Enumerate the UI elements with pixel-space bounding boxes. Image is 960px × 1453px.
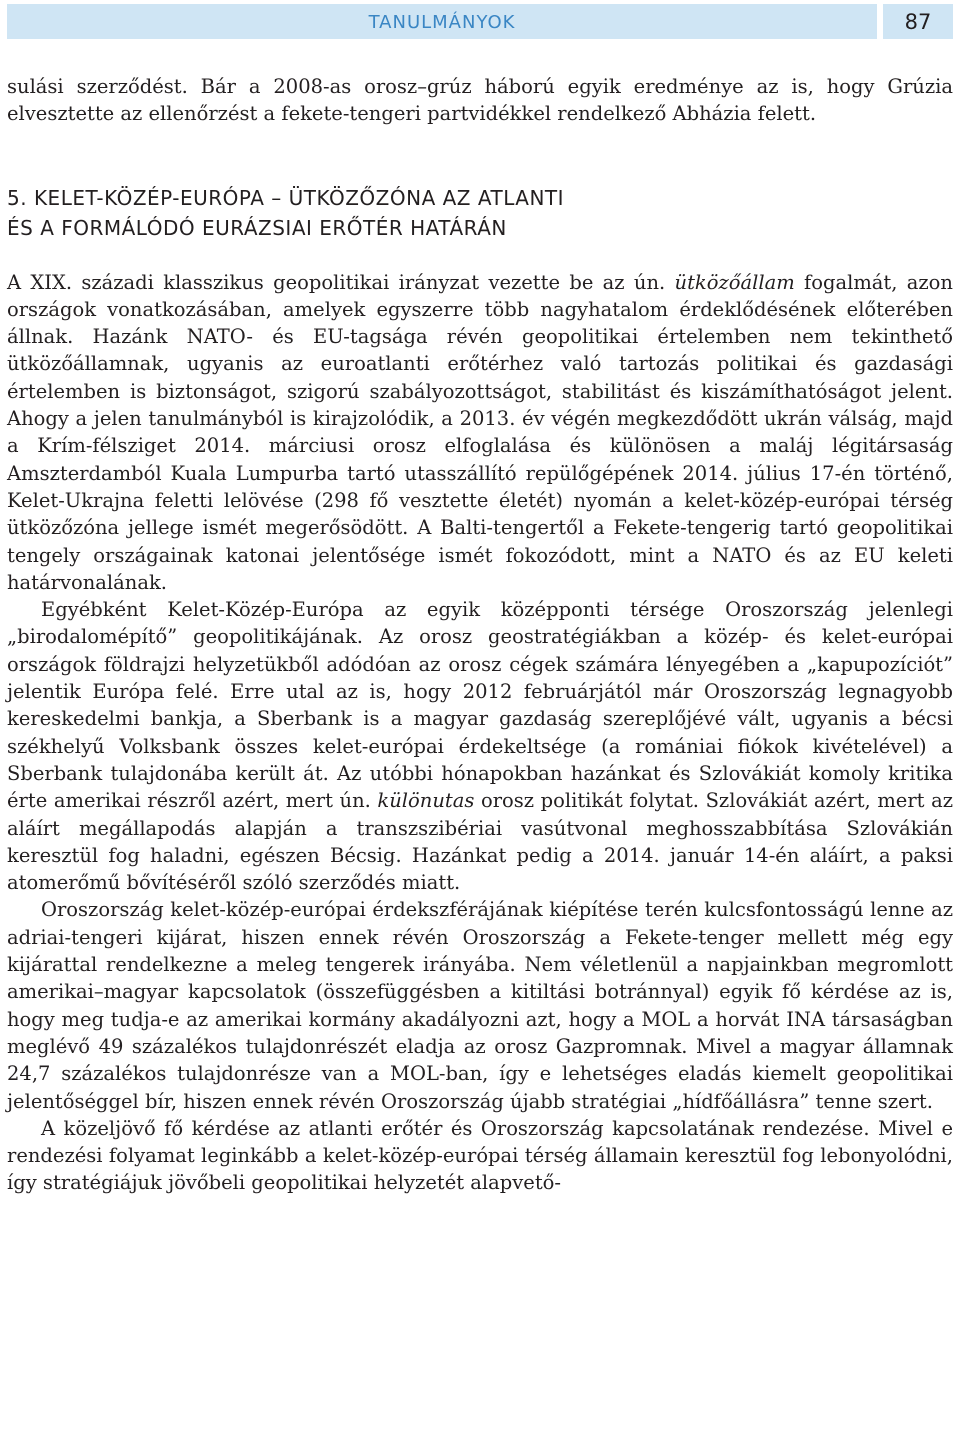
section-heading-line-1: 5. KELET-KÖZÉP-EURÓPA – ÜTKÖZŐZÓNA AZ ATLANTI bbox=[7, 185, 565, 210]
italic-term: különutas bbox=[377, 789, 475, 813]
body-paragraph-4: A közeljövő fő kérdése az atlanti erőtér és Oroszország kapcsolatának rendezése. Mivel e rendezési folyamat leginkább a kelet-közép-európai térség államain keresztül fog lebonyolódni, így stratégiájuk jövőbeli geopolitikai helyzetét alapvető- bbox=[7, 1116, 953, 1195]
section-title-banner: TANULMÁNYOK bbox=[7, 4, 877, 39]
paragraph-text: A XIX. századi klasszikus geopolitikai irányzat vezette be az ún. bbox=[7, 270, 675, 294]
paragraph-text: fogalmát, azon országok vonatkozásában, amelyek egyszerre több nagyhatalom érdeklődésének előterében állnak. Hazánk NATO- és EU-tagsága révén geopolitikai értelemben nem tekinthető ütközőállamnak, ugyanis az euroatlanti erőtérhez való tartozás politikai és gazdasági értelemben is biztonságot, szigorú szabályozottságot, stabilitást és kiszámíthatóságot jelent. Ahogy a jelen tanulmányból is kirajzolódik, a 2013. év végén megkezdődött ukrán válság, majd a Krím-félsziget 2014. márciusi orosz elfoglalása és különösen a maláj légitársaság Amszterdamból Kuala Lumpurba tartó utasszállító repülőgépének 2014. július 17-én történő, Kelet-Ukrajna feletti lelövése (298 fő vesztette életét) nyomán a kelet-közép-európai térség ütközőzóna jellege ismét megerősödött. A Balti-tengertől a Fekete-tengerig tartó geopolitikai tengely országainak katonai jelentősége ismét fokozódott, mint a NATO és az EU keleti határvonalának. bbox=[7, 270, 953, 594]
page-body bbox=[7, 73, 953, 1197]
page-number: 87 bbox=[883, 4, 953, 39]
paragraph-text: orosz politikát folytat. Szlovákiát azért, mert az aláírt megállapodás alapján a transzszibériai vasútvonal meghosszabbítása Szlovákián keresztül fog haladni, egészen Bécsig. Hazánkat pedig a 2014. január 14-én aláírt, a paksi atomerőmű bővítéséről szóló szerződés miatt. bbox=[7, 789, 954, 895]
section-heading-line-2: ÉS A FORMÁLÓDÓ EURÁZSIAI ERŐTÉR HATÁRÁN bbox=[7, 215, 507, 240]
body-paragraph-2 bbox=[7, 596, 953, 896]
italic-term: ütközőállam bbox=[674, 270, 795, 294]
body-paragraph-1 bbox=[7, 269, 953, 597]
body-paragraph-3: Oroszország kelet-közép-európai érdekszférájának kiépítése terén kulcsfontosságú lenne az adriai-tengeri kijárat, hiszen ennek révén Oroszország a Fekete-tenger mellett még egy kijárattal rendelkezne a meleg tengerek irányába. Nem véletlenül a napjainkban megromlott amerikai–magyar kapcsolatok (összefüggésben a kitiltási botránnyal) egyik fő kérdése az is, hogy meg tudja-e az amerikai kormány akadályozni azt, hogy a MOL a horvát INA társaságban meglévő 49 százalékos tulajdonrészét eladja az orosz Gazpromnak. Mivel a magyar államnak 24,7 százalékos tulajdonrésze van a MOL-ban, így e lehetséges eladás kiemelt geopolitikai jelentőséggel bír, hiszen ennek révén Oroszország újabb stratégiai „hídfőállásra” tenne szert. bbox=[7, 898, 953, 1113]
paragraph-text: Egyébként Kelet-Közép-Európa az egyik középponti térsége Oroszország jelenlegi „birodalomépítő” geopolitikájának. Az orosz geostratégiákban a közép- és kelet-európai országok földrajzi helyzetükből adódóan az orosz cégek számára lényegében a „kapupozíciót” jelentik Európa felé. Erre utal az is, hogy 2012 februárjától már Oroszország legnagyobb kereskedelmi bankja, a Sberbank is a magyar gazdaság szereplőjévé vált, ugyanis a bécsi székhelyű Volksbank összes kelet-európai érdekeltsége (a romániai fiókok kivételével) a Sberbank tulajdonába került át. Az utóbbi hónapokban hazánkat és Szlovákiát komoly kritika érte amerikai részről azért, mert ún. bbox=[7, 598, 953, 813]
intro-paragraph: sulási szerződést. Bár a 2008-as orosz–grúz háború egyik eredménye az is, hogy Grúzia elvesztette az ellenőrzést a fekete-tengeri partvidékkel rendelkező Abházia felett. bbox=[7, 75, 953, 126]
page-header bbox=[7, 4, 953, 39]
section-heading bbox=[7, 183, 953, 243]
